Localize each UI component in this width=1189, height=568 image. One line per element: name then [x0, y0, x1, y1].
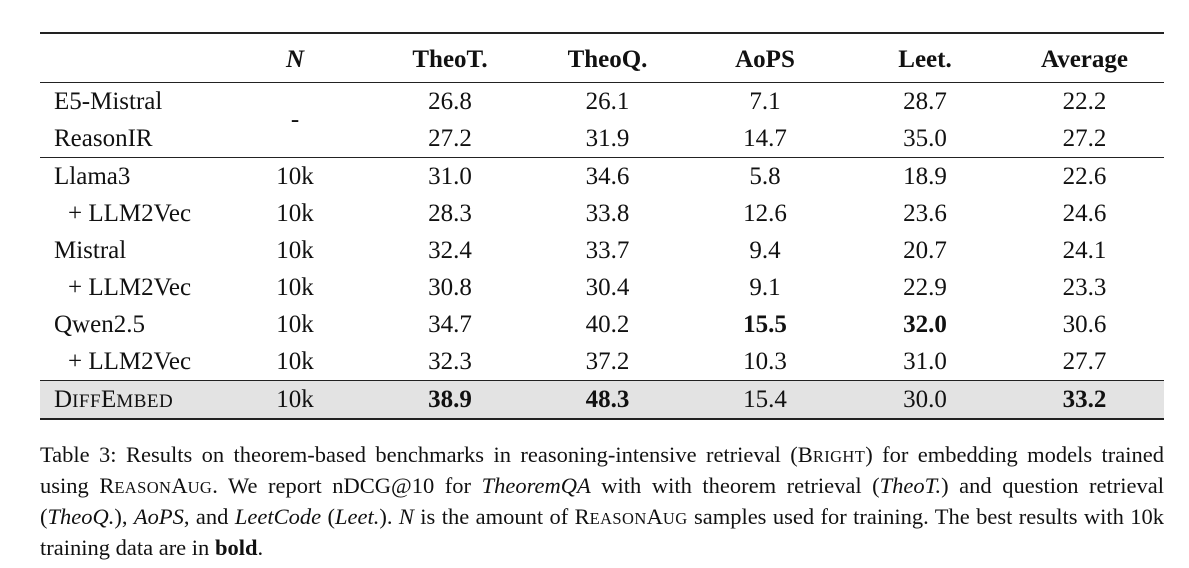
model-name: + LLM2Vec	[68, 199, 192, 227]
n-value: 10k	[276, 236, 314, 264]
aops-value: 15.4	[685, 381, 845, 420]
table-row	[40, 232, 1164, 269]
average-value: 33.2	[1005, 381, 1164, 420]
leet-value: 22.9	[903, 273, 947, 301]
n-value: 10k	[276, 310, 314, 338]
n-value: 10k	[276, 162, 314, 190]
theot-value: 34.7	[428, 310, 472, 338]
n-value: 10k	[276, 347, 314, 375]
leet-value: 30.0	[845, 381, 1005, 420]
leet-value: 18.9	[903, 162, 947, 190]
table-row	[40, 306, 1164, 343]
average-value: 24.6	[1062, 199, 1107, 227]
table-row-diffembed	[40, 381, 1164, 420]
n-value: 10k	[276, 273, 314, 301]
header-model	[40, 33, 220, 83]
table-row	[40, 343, 1164, 381]
model-name: E5-Mistral	[54, 87, 163, 115]
average-value: 22.2	[1062, 87, 1107, 115]
table-row	[40, 120, 1164, 158]
model-name: ReasonIR	[54, 124, 153, 152]
table-row	[40, 158, 1164, 196]
theoq-value: 48.3	[530, 381, 685, 420]
leet-value: 23.6	[903, 199, 947, 227]
aops-value: 7.1	[749, 87, 781, 115]
aops-value: 9.4	[749, 236, 781, 264]
aops-value: 9.1	[749, 273, 781, 301]
theoq-value: 33.8	[585, 199, 630, 227]
header-leet: Leet.	[898, 46, 952, 73]
theot-value: 32.3	[428, 347, 472, 375]
model-name: + LLM2Vec	[68, 273, 192, 301]
n-value: 10k	[276, 199, 314, 227]
theoq-value: 31.9	[585, 124, 630, 152]
average-value: 24.1	[1062, 236, 1107, 264]
table-caption: Table 3: Results on theorem-based benchmarks in reasoning-intensive retrieval (BRIGHT) for embedding models trained using REASONAUG. We report nDCG@10 for TheoremQA with with theorem retrieval (TheoT.) and question retrieval (TheoQ.), AoPS, and LeetCode (Leet.). N is the amount of REASONAUG samples used for training. The best results with 10k training data are in bold.	[40, 442, 1165, 560]
average-value: 22.6	[1062, 162, 1107, 190]
results-table	[40, 32, 1164, 420]
theoq-value: 37.2	[585, 347, 630, 375]
average-value: 27.7	[1062, 347, 1107, 375]
aops-value: 14.7	[743, 124, 787, 152]
average-value: 27.2	[1062, 124, 1107, 152]
table-row	[40, 269, 1164, 306]
model-name-part: IFF	[72, 390, 102, 412]
theoq-value: 40.2	[585, 310, 630, 338]
theot-value: 26.8	[428, 87, 472, 115]
model-name-part: MBED	[116, 390, 174, 412]
aops-value: 5.8	[749, 162, 781, 190]
header-aops: AoPS	[735, 46, 795, 73]
n-value: 10k	[220, 381, 370, 420]
header-theot: TheoT.	[412, 46, 488, 73]
model-name-part: D	[54, 385, 73, 413]
theot-value: 30.8	[428, 273, 472, 301]
header-theoq: TheoQ.	[567, 46, 648, 73]
header-n: N	[285, 46, 305, 73]
model-name-part: E	[101, 385, 117, 413]
theoq-value: 33.7	[585, 236, 630, 264]
theoq-value: 26.1	[585, 87, 630, 115]
model-name: + LLM2Vec	[68, 347, 192, 375]
model-name: Mistral	[54, 236, 127, 264]
average-value: 23.3	[1062, 273, 1107, 301]
theot-value: 38.9	[370, 381, 530, 420]
model-name: Llama3	[54, 162, 131, 190]
theot-value: 28.3	[428, 199, 472, 227]
n-value: -	[290, 106, 300, 133]
theot-value: 27.2	[428, 124, 472, 152]
leet-value: 35.0	[903, 124, 947, 152]
header-row	[40, 33, 1164, 83]
leet-value: 28.7	[903, 87, 947, 115]
theot-value: 32.4	[428, 236, 472, 264]
leet-value: 20.7	[903, 236, 947, 264]
average-value: 30.6	[1062, 310, 1107, 338]
aops-value: 10.3	[743, 347, 787, 375]
aops-value: 15.5	[743, 310, 787, 338]
aops-value: 12.6	[743, 199, 787, 227]
model-name: Qwen2.5	[54, 310, 145, 338]
theot-value: 31.0	[428, 162, 472, 190]
leet-value: 31.0	[903, 347, 947, 375]
model-name	[40, 381, 220, 420]
table-row	[40, 195, 1164, 232]
table-row	[40, 83, 1164, 121]
theoq-value: 30.4	[585, 273, 630, 301]
leet-value: 32.0	[903, 310, 947, 338]
header-average: Average	[1041, 46, 1128, 73]
theoq-value: 34.6	[585, 162, 630, 190]
